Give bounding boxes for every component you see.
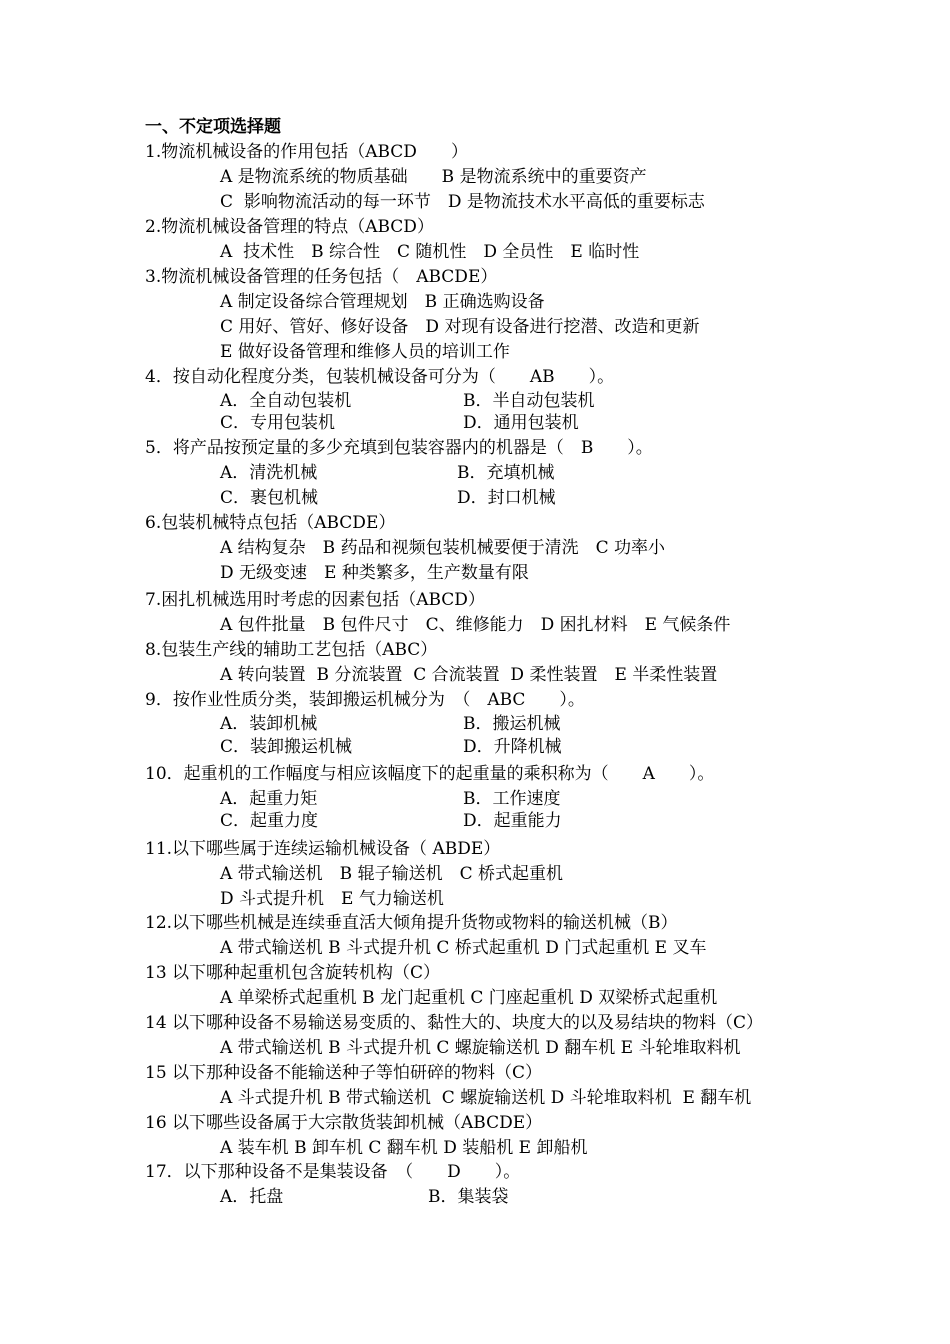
question-7: 7.困扎机械选用时考虑的因素包括（ABCD）	[145, 590, 485, 610]
q9-option-a: A．装卸机械	[220, 714, 318, 734]
q17-option-b: B．集装袋	[428, 1187, 509, 1207]
q9-option-b: B．搬运机械	[463, 714, 561, 734]
q10-option-c: C．起重力度	[220, 811, 319, 831]
q8-options: A 转向装置 B 分流装置 C 合流装置 D 柔性装置 E 半柔性装置	[220, 665, 718, 685]
question-2: 2.物流机械设备管理的特点（ABCD）	[145, 217, 434, 237]
question-10: 10．起重机的工作幅度与相应该幅度下的起重量的乘积称为（ A ）。	[145, 764, 715, 784]
q9-option-d: D．升降机械	[463, 737, 562, 757]
q10-option-d: D．起重能力	[463, 811, 562, 831]
q3-options-ab: A 制定设备综合管理规划 B 正确选购设备	[220, 292, 545, 312]
question-14: 14 以下哪种设备不易输送易变质的、黏性大的、块度大的以及易结块的物料（C）	[145, 1013, 764, 1033]
q10-option-a: A．起重力矩	[220, 789, 318, 809]
q5-option-b: B．充填机械	[457, 463, 555, 483]
q12-options: A 带式输送机 B 斗式提升机 C 桥式起重机 D 门式起重机 E 叉车	[220, 938, 707, 958]
question-9: 9．按作业性质分类，装卸搬运机械分为 （ ABC ）。	[145, 690, 585, 710]
question-5: 5．将产品按预定量的多少充填到包装容器内的机器是（ B ）。	[145, 438, 653, 458]
question-6: 6.包装机械特点包括（ABCDE）	[145, 513, 396, 533]
q6-options-abc: A 结构复杂 B 药品和视频包装机械要便于清洗 C 功率小	[220, 538, 665, 558]
q2-options: A 技术性 B 综合性 C 随机性 D 全员性 E 临时性	[220, 242, 640, 262]
q4-option-d: D．通用包装机	[463, 413, 579, 433]
question-8: 8.包装生产线的辅助工艺包括（ABC）	[145, 640, 438, 660]
question-15: 15 以下那种设备不能输送种子等怕研碎的物料（C）	[145, 1063, 543, 1083]
q5-option-c: C．裹包机械	[220, 488, 319, 508]
question-1: 1.物流机械设备的作用包括（ABCD ）	[145, 142, 468, 162]
q10-option-b: B．工作速度	[463, 789, 561, 809]
q3-options-cd: C 用好、管好、修好设备 D 对现有设备进行挖潜、改造和更新	[220, 317, 700, 337]
q11-options-abc: A 带式输送机 B 辊子输送机 C 桥式起重机	[220, 864, 563, 884]
q5-option-d: D．封口机械	[457, 488, 556, 508]
q3-option-e: E 做好设备管理和维修人员的培训工作	[220, 342, 510, 362]
q5-option-a: A．清洗机械	[220, 463, 318, 483]
question-3: 3.物流机械设备管理的任务包括（ ABCDE）	[145, 267, 498, 287]
question-4: 4．按自动化程度分类，包装机械设备可分为（ AB ）。	[145, 367, 615, 387]
q6-options-de: D 无级变速 E 种类繁多，生产数量有限	[220, 563, 529, 583]
q11-options-de: D 斗式提升机 E 气力输送机	[220, 889, 444, 909]
q4-option-c: C．专用包装机	[220, 413, 336, 433]
q9-option-c: C．装卸搬运机械	[220, 737, 353, 757]
q1-options-ab: A 是物流系统的物质基础 B 是物流系统中的重要资产	[220, 167, 647, 187]
q15-options: A 斗式提升机 B 带式输送机 C 螺旋输送机 D 斗轮堆取料机 E 翻车机	[220, 1088, 752, 1108]
question-17: 17．以下那种设备不是集装设备 （ D ）。	[145, 1162, 521, 1182]
section-title: 一、不定项选择题	[145, 117, 281, 137]
question-12: 12.以下哪些机械是连续垂直活大倾角提升货物或物料的输送机械（B）	[145, 913, 678, 933]
q14-options: A 带式输送机 B 斗式提升机 C 螺旋输送机 D 翻车机 E 斗轮堆取料机	[220, 1038, 741, 1058]
question-11: 11.以下哪些属于连续运输机械设备（ ABDE）	[145, 839, 501, 859]
question-16: 16 以下哪些设备属于大宗散货装卸机械（ABCDE）	[145, 1113, 543, 1133]
question-13: 13 以下哪种起重机包含旋转机构（C）	[145, 963, 441, 983]
q13-options: A 单梁桥式起重机 B 龙门起重机 C 门座起重机 D 双梁桥式起重机	[220, 988, 718, 1008]
q7-options: A 包件批量 B 包件尺寸 C、维修能力 D 困扎材料 E 气候条件	[220, 615, 731, 635]
q1-options-cd: C 影响物流活动的每一环节 D 是物流技术水平高低的重要标志	[220, 192, 705, 212]
q4-option-b: B．半自动包装机	[463, 391, 595, 411]
q16-options: A 装车机 B 卸车机 C 翻车机 D 装船机 E 卸船机	[220, 1138, 588, 1158]
q17-option-a: A．托盘	[220, 1187, 284, 1207]
q4-option-a: A．全自动包装机	[220, 391, 352, 411]
